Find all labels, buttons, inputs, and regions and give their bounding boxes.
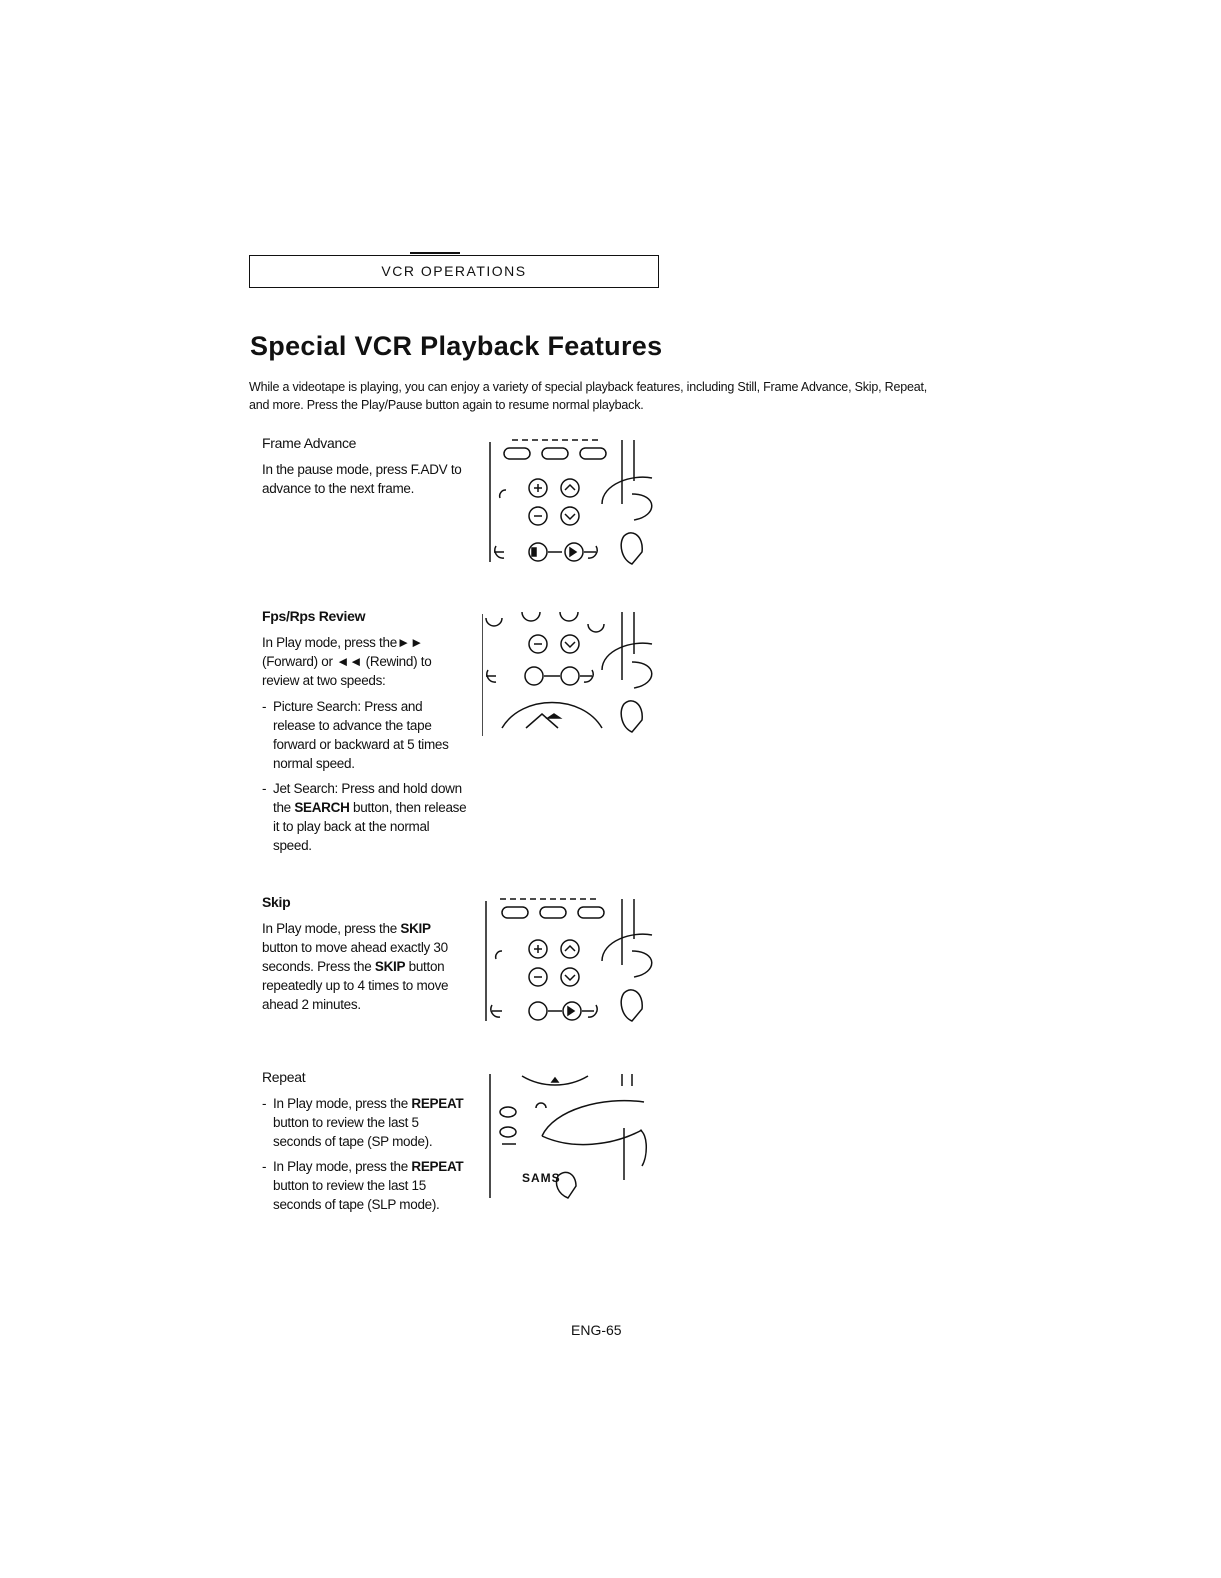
remote-figure-fps-rps-review: [482, 610, 654, 745]
key-label: SEARCH: [294, 800, 350, 815]
feature-title: Fps/Rps Review: [262, 608, 366, 624]
text-part: button to move ahead exactly 30 seconds. Press the: [262, 940, 448, 974]
intro-paragraph: While a videotape is playing, you can enjoy a variety of special playback features, including Still, Frame Advance, Skip, Repeat, and more. Press the Play/Pause button again to resume normal playback.: [249, 380, 928, 412]
feature-title: Repeat: [262, 1069, 306, 1085]
section-label: VCR OPERATIONS: [381, 263, 527, 279]
key-label: SKIP: [400, 921, 431, 936]
feature-text: [262, 919, 467, 1014]
remote-figure-frame-advance: [482, 436, 654, 571]
bullet-item: [262, 779, 467, 855]
text-part: to advance to the next frame.: [262, 462, 462, 496]
remote-illustration: [482, 1070, 654, 1205]
page-title: Special VCR Playback Features: [250, 331, 663, 361]
feature-text: [262, 460, 467, 498]
remote-illustration: [482, 895, 654, 1030]
remote-illustration: [482, 610, 654, 745]
section-header-box: [249, 255, 659, 288]
feature-skip: [262, 893, 467, 1014]
feature-title: Frame Advance: [262, 435, 357, 451]
text-part: In Play mode, press the: [273, 1159, 412, 1174]
text-part: button to review the last 5 seconds of tape (SP mode).: [273, 1115, 433, 1149]
text-part: button to review the last 15 seconds of tape (SLP mode).: [273, 1178, 440, 1212]
bullet-item: [262, 1094, 467, 1151]
key-label: F.ADV: [410, 462, 448, 477]
text-part: In the pause mode, press: [262, 462, 411, 477]
key-label: REPEAT: [411, 1096, 464, 1111]
feature-title: Skip: [262, 894, 291, 910]
key-label: SKIP: [374, 959, 406, 974]
brand-logo-text: SAMS: [522, 1171, 561, 1185]
text-part: button repeatedly up to 4 times to move ahead 2 minutes.: [262, 959, 449, 1012]
section-header-tick: [410, 252, 460, 254]
page-number: ENG-65: [571, 1322, 622, 1338]
feature-fps-rps-review: [262, 607, 467, 861]
text-part: In Play mode, press the: [262, 921, 401, 936]
key-label: REPEAT: [411, 1159, 464, 1174]
feature-text: In Play mode, press the►► (Forward) or ◄◄ (Rewind) to review at two speeds:: [262, 635, 432, 688]
remote-illustration: [482, 436, 654, 571]
bullet-item: - Picture Search: Press and release to advance the tape forward or backward at 5 times normal speed.: [262, 697, 467, 773]
remote-figure-skip: [482, 895, 654, 1030]
text-part: button, then release it to play back at the normal speed.: [273, 800, 467, 853]
text-part: In Play mode, press the: [273, 1096, 412, 1111]
feature-repeat: [262, 1068, 467, 1220]
text-part: Jet Search: Press and hold down the: [273, 781, 462, 815]
feature-bullets: [262, 1094, 467, 1214]
feature-frame-advance: [262, 434, 467, 498]
bullet-item: [262, 1157, 467, 1214]
remote-figure-repeat: [482, 1070, 654, 1205]
feature-bullets: [262, 697, 467, 855]
